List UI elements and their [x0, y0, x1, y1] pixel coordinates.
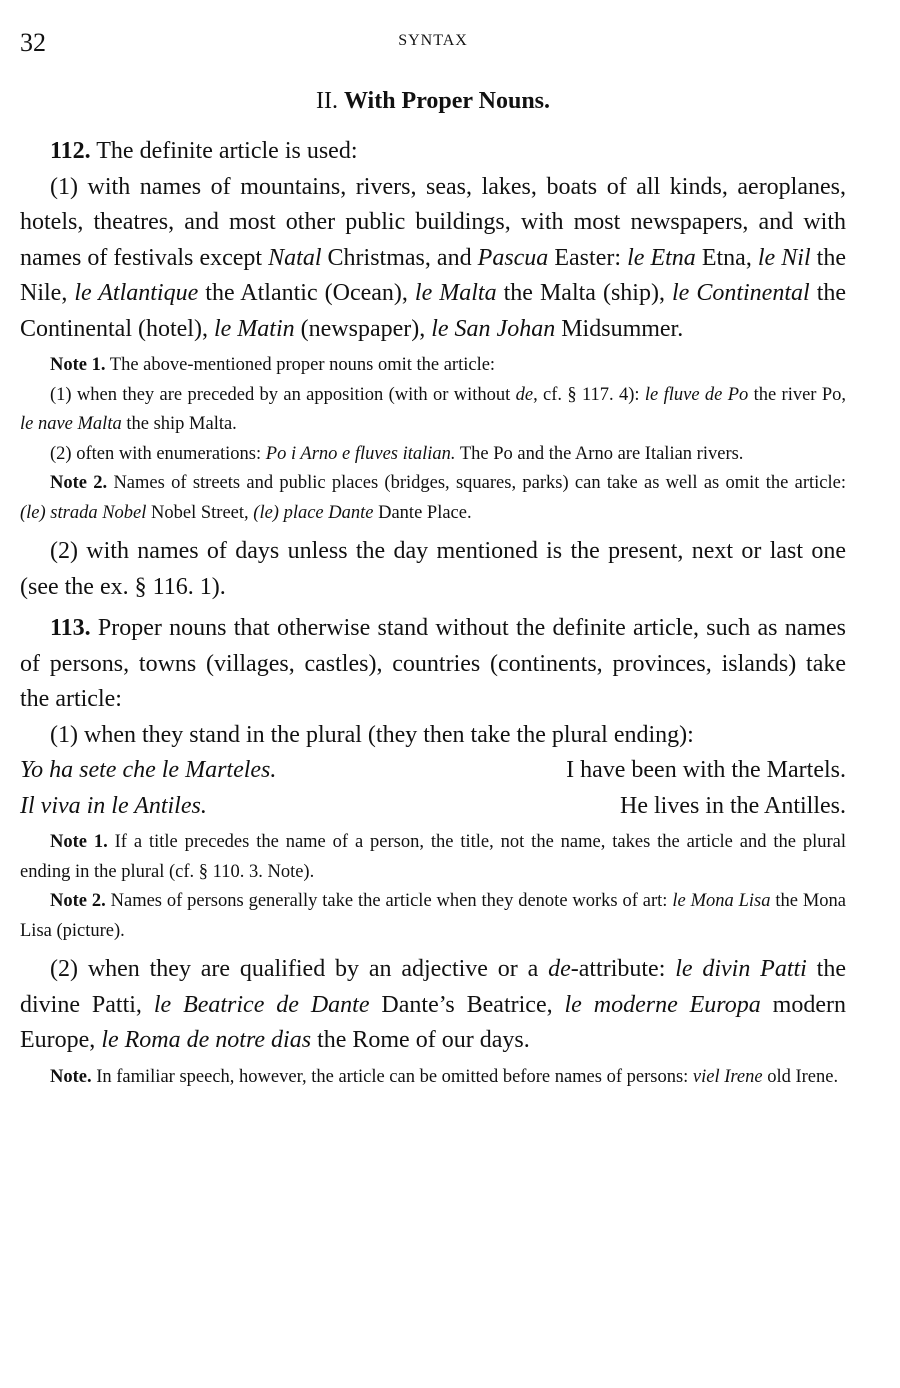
italic-term: le Nil — [757, 244, 811, 271]
note-text: The above-mentioned proper nouns omit the article: — [105, 355, 496, 375]
italic-term: de — [515, 384, 534, 405]
note-text — [20, 891, 846, 941]
italic-term: Po i Arno e fluves italian. — [265, 443, 456, 464]
note-text — [92, 1067, 839, 1087]
example-row — [20, 789, 846, 825]
text-run: the river Po, — [748, 384, 846, 405]
text-run: , cf. § 117. 4): — [533, 384, 645, 405]
para-113-note-2 — [20, 887, 846, 946]
para-112-note-1-sub-2 — [20, 440, 846, 470]
italic-term: Natal — [268, 244, 322, 271]
text-run: the Atlantic (Ocean), — [198, 280, 415, 306]
para-113-item-1: (1) when they stand in the plural (they then take the plural ending): — [50, 721, 694, 748]
para-113-intro-text: Proper nouns that otherwise stand without the definite article, such as names of persons, towns (villages, castles), countries (continents, provinces, islands) take the article: — [20, 615, 846, 712]
example-translation: I have been with the Martels. — [566, 757, 846, 783]
para-112-intro — [20, 134, 846, 170]
text-run: the divine Patti, — [20, 956, 846, 1018]
para-112-item-1 — [20, 170, 846, 348]
text-run: If a title precedes the name of a person, the title, not the name, takes the article and the plural ending in the plural (cf. § 110. 3. Note). — [20, 832, 846, 882]
section-heading — [20, 86, 846, 116]
text-run: (2) often with enumerations: — [50, 443, 266, 464]
text-run: -attribute: — [570, 956, 676, 982]
text-run: Names of persons generally take the article when they denote works of art: — [105, 891, 673, 911]
italic-term: le nave Malta — [20, 414, 122, 434]
italic-term: (le) place Dante — [253, 502, 374, 523]
text-run: the Continental (hotel), — [20, 280, 847, 342]
italic-term: le Malta — [414, 280, 497, 306]
text-run: (2) with names of days unless the day mentioned is the present, next or last one (see the ex. § 116. 1). — [20, 538, 846, 600]
italic-term: viel Irene — [692, 1066, 763, 1087]
italic-term: le Atlantique — [74, 280, 199, 306]
para-113-note-1 — [20, 828, 846, 887]
example-rows — [20, 753, 846, 824]
italic-term: le Etna — [627, 244, 696, 271]
italic-term: le Mona Lisa — [672, 891, 771, 911]
example-source: Il viva in le Antiles. — [20, 792, 207, 819]
para-112-item-2 — [20, 534, 846, 605]
running-head — [20, 28, 846, 58]
note-label: Note 1. — [50, 832, 108, 852]
text-run: (newspaper), — [294, 315, 432, 342]
page-number: 32 — [20, 28, 46, 57]
text-run: Nobel Street, — [146, 502, 254, 523]
para-112-note-1 — [20, 351, 846, 381]
text-run: the Malta (ship), — [496, 280, 672, 306]
text-run: Christmas, and — [321, 244, 478, 271]
section-number: II. — [315, 88, 338, 114]
para-112-number: 112. — [50, 138, 91, 164]
text-run: the Mona Lisa (picture). — [20, 891, 847, 941]
para-113-note — [20, 1063, 846, 1093]
para-113-intro — [20, 611, 846, 718]
italic-term: Pascua — [477, 244, 549, 271]
text-run: In familiar speech, however, the article can be omitted before names of persons: — [91, 1066, 693, 1087]
text-run: Easter: — [548, 244, 628, 271]
note-text — [20, 473, 846, 523]
italic-term: le moderne Europa — [564, 991, 761, 1018]
italic-term: le fluve de Po — [644, 384, 749, 405]
section-title: With Proper Nouns. — [343, 88, 551, 114]
italic-term: le Continental — [671, 280, 810, 306]
text-run: modern Europe, — [20, 991, 846, 1053]
example-source: Yo ha sete che le Marteles. — [20, 757, 277, 783]
text-run: the Rome of our days. — [311, 1027, 530, 1053]
example-row — [20, 753, 846, 789]
example-translation: He lives in the Antilles. — [620, 792, 846, 819]
note-label: Note 2. — [50, 473, 108, 493]
text-run: the Nile, — [20, 244, 847, 306]
italic-term: le divin Patti — [675, 956, 807, 982]
italic-term: le Matin — [213, 315, 295, 342]
text-run: The Po and the Arno are Italian rivers. — [455, 443, 744, 464]
text-run: Dante Place. — [373, 502, 472, 523]
text-run: (1) when they are preceded by an apposition (with or without — [50, 384, 516, 405]
para-112-note-1-sub-1 — [20, 381, 846, 440]
example-table — [20, 753, 846, 824]
italic-term: le Roma de notre dias — [101, 1027, 312, 1053]
note-label: Note 1. — [50, 355, 106, 375]
text-run: Dante’s Beatrice, — [369, 991, 565, 1018]
italic-term: (le) strada Nobel — [20, 502, 147, 523]
text-run: (2) when they are qualified by an adjective or a — [50, 956, 549, 982]
text-run: Etna, — [695, 244, 758, 271]
text-run: the ship Malta. — [121, 414, 237, 434]
para-112-intro-text: The definite article is used: — [90, 138, 358, 164]
note-text — [20, 832, 846, 882]
para-112-note-2 — [20, 469, 846, 528]
italic-term: le Beatrice de Dante — [153, 991, 370, 1018]
para-113-item-2 — [20, 952, 846, 1059]
text-run: Names of streets and public places (bridges, squares, parks) can take as well as omit the article: — [107, 473, 846, 493]
running-title: SYNTAX — [398, 32, 468, 49]
text-run: (1) with names of mountains, rivers, seas, lakes, boats of all kinds, aeroplanes, hotels, theatres, and most other public buildings, with most newspapers, and with names of festivals except — [20, 173, 846, 271]
text-run: old Irene. — [762, 1066, 839, 1087]
para-113-number: 113. — [50, 615, 91, 641]
text-run: Midsummer. — [555, 315, 684, 342]
italic-term: de — [548, 956, 571, 982]
note-label: Note 2. — [50, 891, 106, 911]
book-page — [20, 28, 846, 1092]
note-label: Note. — [50, 1066, 92, 1087]
italic-term: le San Johan — [431, 315, 556, 342]
